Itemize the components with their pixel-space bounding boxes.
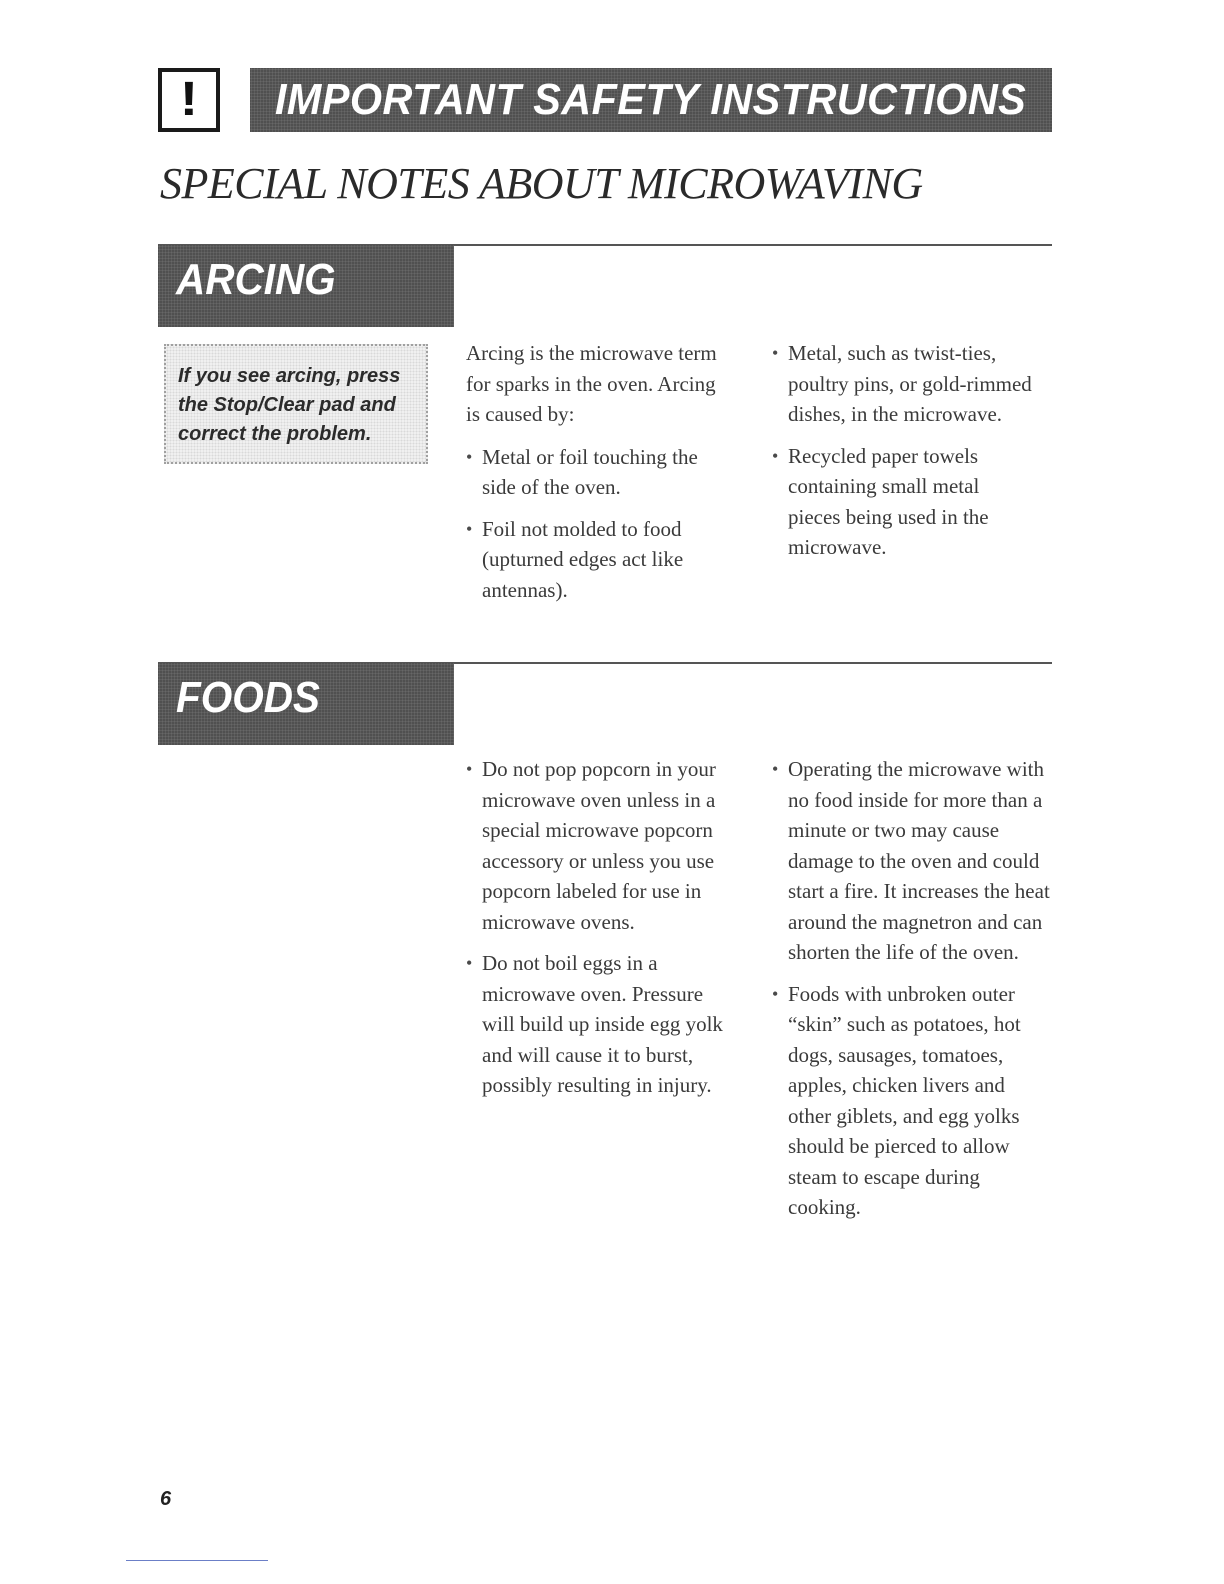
callout-text: If you see arcing, press the Stop/Clear pad and correct the problem.: [178, 365, 401, 445]
exclamation-glyph: !: [179, 73, 199, 126]
section-tab-arcing: [158, 245, 454, 327]
list-item: • Foil not molded to food (upturned edges act like antennas).: [466, 514, 728, 606]
bullet-icon: •: [466, 953, 473, 973]
footer-divider: [126, 1560, 268, 1561]
bullet-icon: •: [772, 983, 779, 1004]
bullet-icon: •: [772, 445, 779, 466]
list-item: • Metal or foil touching the side of the oven.: [466, 442, 728, 503]
page-title: SPECIAL NOTES ABOUT MICROWAVING: [160, 159, 923, 208]
bullet-icon: •: [772, 759, 779, 779]
section-heading-foods: FOODS: [176, 673, 320, 722]
bullet-icon: •: [466, 518, 473, 539]
section-heading-arcing: ARCING: [176, 255, 336, 304]
bullet-icon: •: [772, 343, 779, 363]
section-tab-foods: [158, 663, 454, 745]
bullet-icon: •: [466, 759, 473, 779]
warning-icon: [158, 68, 220, 132]
list-item: • Foods with unbroken outer “skin” such as potatoes, hot dogs, sausages, tomatoes, apples, chicken livers and other giblets, and egg yolks should be pierced to allow steam to escape during cooking.: [772, 979, 1052, 1223]
arcing-intro: Arcing is the microwave term for sparks in the oven. Arcing is caused by:: [466, 341, 717, 426]
page-number: 6: [160, 1488, 172, 1510]
list-item: • Operating the microwave with no food inside for more than a minute or two may cause damage to the oven and could start a fire. It increases the heat around the magnetron and can shorten the life of the oven.: [772, 754, 1052, 968]
foods-column-left: [466, 754, 738, 1112]
foods-column-right: [772, 754, 1052, 1234]
arcing-callout: [164, 344, 428, 464]
arcing-column-right: [772, 338, 1036, 574]
list-item: • Do not boil eggs in a microwave oven. Pressure will build up inside egg yolk and will cause it to burst, possibly resulting in injury.: [466, 948, 738, 1101]
bullet-icon: •: [466, 446, 473, 467]
list-item: • Metal, such as twist-ties, poultry pins, or gold-rimmed dishes, in the microwave.: [772, 338, 1036, 430]
list-item: • Do not pop popcorn in your microwave oven unless in a special microwave popcorn accessory or unless you use popcorn labeled for use in microwave ovens.: [466, 754, 738, 937]
list-item: • Recycled paper towels containing small metal pieces being used in the microwave.: [772, 441, 1036, 563]
arcing-column-left: [466, 338, 728, 616]
banner-title: IMPORTANT SAFETY INSTRUCTIONS: [275, 75, 1027, 124]
safety-banner: [250, 68, 1052, 132]
